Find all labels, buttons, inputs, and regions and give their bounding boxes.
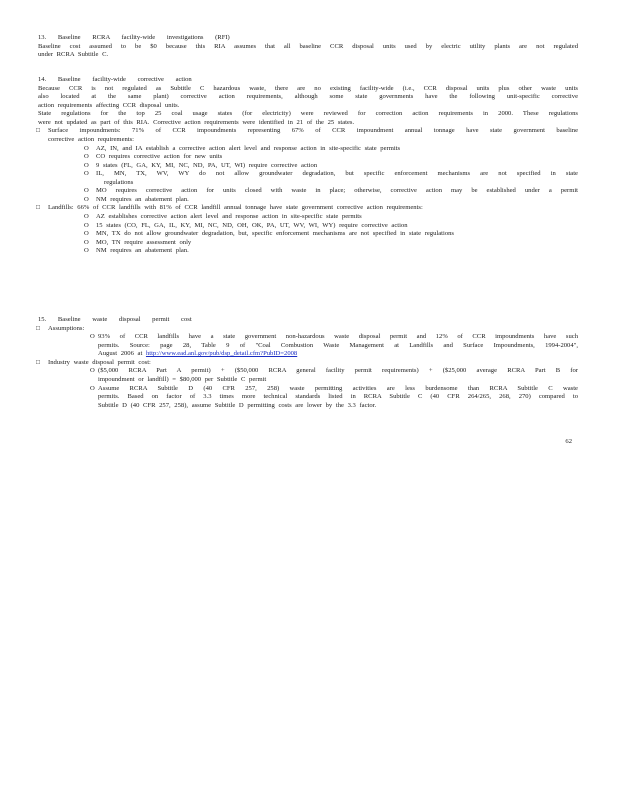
bullet-line: corrective action requirements: [48,135,135,143]
sub-item-line: impoundment or landfill) = $80,000 per Subtitle C permit [98,375,267,383]
sub-item-line: MO, TN require assessment only [96,238,192,246]
square-bullet-icon: □ [36,127,40,135]
sub-item [38,222,578,231]
sub-item-line: 9 states (FL, GA, KY, MI, NC, ND, PA, UT, WI) require corrective action [96,161,318,169]
sub-item-line: Subtitle D (40 CFR 257, 258), assume Subtitle D permitting costs are lower by the 3.3 factor. [98,401,377,409]
circle-bullet-icon: O [84,247,89,255]
circle-bullet-icon: O [84,238,89,246]
section-14-p1-line: also located at the same plant) corrective action requirements, although some state governments have the following unit-specific corrective [38,93,578,101]
sub-item-line: permits. Based on factor of 3.3 times more technical standards listed in RCRA Subtitle C (40 CFR 264/265, 268, 270) compared to [98,393,578,401]
sub-item-line: permits. Source: page 28, Table 9 of "Coal Combustion Waste Management at Landfills and Surface Impoundments, 1994-2004", [98,341,578,349]
sub-item [38,196,578,205]
circle-bullet-icon: O [84,195,89,203]
bullet-line: Landfills: 66% of CCR landfills with 81% of CCR landfill annual tonnage have state government corrective action requirements: [48,204,423,212]
sub-item-line: AZ establishes corrective action alert level and response action in site-specific state permits [96,213,362,220]
sub-item [38,367,578,384]
square-bullet-icon: □ [36,204,40,212]
sub-item [38,153,578,162]
sub-item [38,385,578,411]
sub-item-line: 15 states (CO, FL, GA, IL, KY, MI, NC, ND, OH, OK, PA, UT, WV, WI, WY) require corrective action [96,221,408,229]
section-15 [38,316,578,410]
sub-item [38,187,578,196]
circle-bullet-icon: O [84,170,89,178]
sub-item [38,230,578,239]
section-14-p2-line: State regulations for the top 25 coal usage states (for electricity) were reviewed for correction action requirements in 2000. These regulations [38,110,578,118]
circle-bullet-icon: O [84,161,89,169]
sub-item-line: MO requires corrective action for units closed with waste in place; otherwise, corrective action may be established under a permit [96,187,578,195]
circle-bullet-icon: O [84,230,89,238]
sub-item-text: August 2006 at [98,350,143,358]
industry-label: Industry waste disposal permit cost: [48,358,151,366]
sub-item-line: NM requires an abatement plan. [96,247,189,255]
bullet-surface-impoundments [38,127,578,136]
sub-item-line: ($5,000 RCRA Part A permit) + ($50,000 RCRA general facility permit requirements) + ($25,000 average RCRA Part B for [98,367,578,375]
sub-item [38,170,578,187]
square-bullet-icon: □ [36,358,40,366]
sub-item [38,247,578,256]
section-13-line: under RCRA Subtitle C. [38,51,109,59]
assumptions-label: Assumptions: [48,324,85,332]
sub-item-line: IL, MN, TX, WV, WY do not allow groundwater degradation, but specific enforcement mechanisms are not specified in state [96,170,578,178]
sub-item [38,333,578,359]
section-14 [38,76,578,256]
section-14-heading: 14. Baseline facility-wide corrective action [38,76,192,83]
sub-item [38,239,578,248]
bullet-landfills [38,204,578,213]
section-13 [38,34,578,60]
sub-item [38,213,578,222]
sub-item-line: regulations [104,178,134,186]
circle-bullet-icon: O [84,221,89,229]
square-bullet-icon: □ [36,324,40,332]
circle-bullet-icon: O [90,384,95,392]
circle-bullet-icon: O [84,153,89,161]
sub-item-line [98,350,578,359]
page-number: 62 [565,438,572,445]
source-link[interactable]: http://www.ead.anl.gov/pub/dsp_detail.cfm?PubID=2008 [145,350,298,358]
sub-item-line: AZ, IN, and IA establish a corrective action alert level and response action in site-specific state permits [96,144,401,152]
section-15-heading: 15. Baseline waste disposal permit cost [38,316,192,323]
industry-bullet [38,359,578,368]
sub-item-line: MN, TX do not allow groundwater degradation, but, specific enforcement mechanisms are not specified in state regulations [96,230,454,238]
sub-item [38,162,578,171]
section-13-heading: 13. Baseline RCRA facility-wide investigations (RFI) [38,34,230,41]
circle-bullet-icon: O [84,144,89,152]
assumptions-bullet [38,325,578,334]
sub-item [38,145,578,154]
sub-item-line: CO requires corrective action for new units [96,153,223,161]
circle-bullet-icon: O [84,213,89,220]
section-13-line: Baseline cost assumed to be $0 because this RIA assumes that all baseline CCR disposal units used by electric utility plants are not regulated [38,42,578,50]
circle-bullet-icon: O [90,367,95,375]
sub-item-line: Assume RCRA Subtitle D (40 CFR 257, 258) waste permitting activities are less burdensome than RCRA Subtitle C waste [98,384,578,392]
bullet-line: Surface impoundments: 71% of CCR impoundments representing 67% of CCR impoundment annual tonnage have state government baseline [48,127,578,135]
sub-item-line: 93% of CCR landfills have a state government non-hazardous waste disposal permit and 12% of CCR impoundments have such [98,333,578,341]
section-14-p1-line: action requirements affecting CCR disposal units. [38,101,180,109]
sub-item-line: NM requires an abatement plan. [96,195,189,203]
circle-bullet-icon: O [84,187,89,195]
circle-bullet-icon: O [90,333,95,341]
section-14-p2-line: were not updated as part of this RIA. Corrective action requirements were identified in 21 of the 25 states. [38,118,355,126]
section-14-p1-line: Because CCR is not regulated as Subtitle C hazardous waste, there are no existing facility-wide (i.e., CCR disposal units plus other waste units [38,84,578,92]
